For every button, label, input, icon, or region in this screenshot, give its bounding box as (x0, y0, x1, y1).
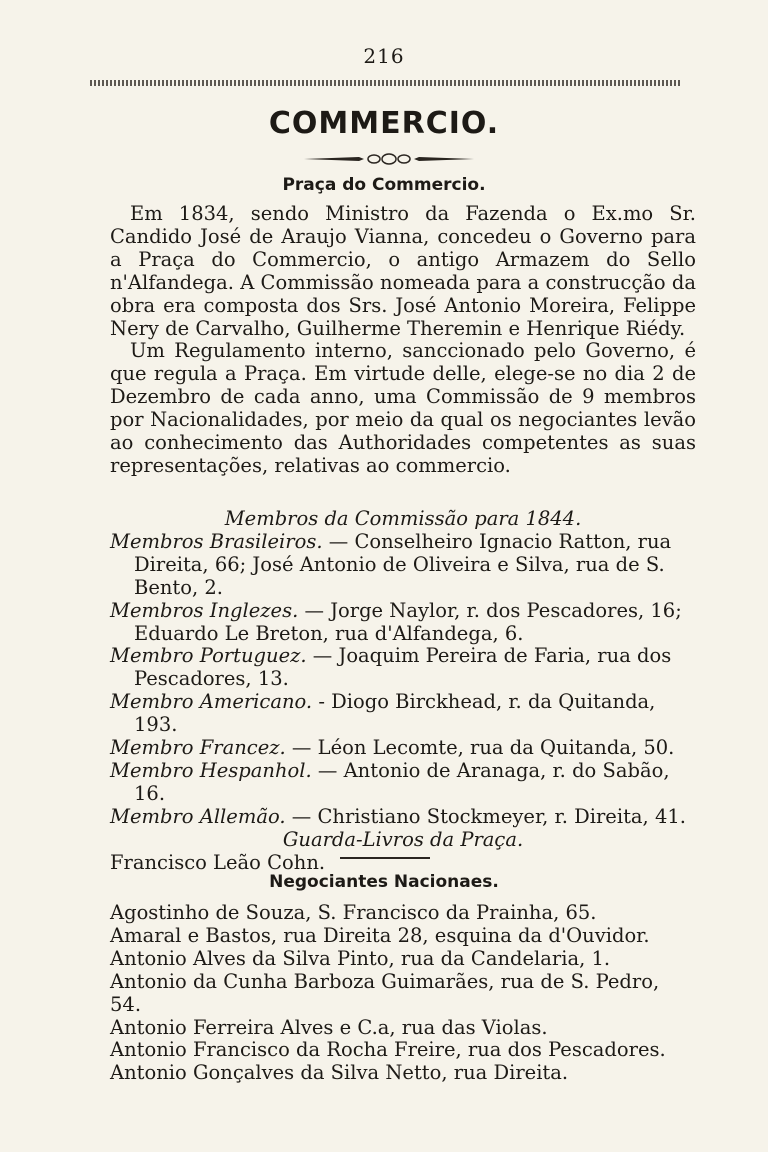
commission-member (110, 760, 696, 806)
paragraph-regulation: Um Regulamento interno, sanccionado pelo Governo, é que regula a Praça. Em virtude delle, elege-se no dia 2 de Dezembro de cada anno, uma Commissão de 9 membros por Nacionalidades, por meio da qual os negociantes levão ao conhecimento das Authoridades competentes as suas representações, relativas ao commercio. (110, 339, 696, 477)
member-details: — Jorge Naylor, r. dos Pescadores, 16; Eduardo Le Breton, rua d'Alfandega, 6. (134, 598, 682, 645)
section-heading-negociantes: Negociantes Nacionaes. (269, 872, 499, 892)
merchant-entry: Amaral e Bastos, rua Direita 28, esquina da d'Ouvidor. (110, 923, 650, 947)
member-role: Membros Brasileiros. (110, 529, 323, 553)
commission-member (110, 600, 696, 646)
merchant-entry: Antonio Gonçalves da Silva Netto, rua Direita. (110, 1061, 569, 1085)
commission-member (110, 645, 696, 691)
merchant-list (110, 902, 696, 1085)
member-details: — Christiano Stockmeyer, r. Direita, 41. (291, 804, 686, 828)
page-title: COMMERCIO. (268, 106, 500, 141)
member-details: — Conselheiro Ignacio Ratton, rua Direita, 66; José Antonio de Oliveira e Silva, rua de S. Bento, 2. (134, 529, 672, 599)
member-details: - Diogo Birckhead, r. da Quitanda, 193. (134, 690, 656, 737)
member-role: Membros Inglezes. (110, 598, 299, 622)
commission-member (110, 737, 696, 760)
member-details: — Joaquim Pereira de Faria, rua dos Pescadores, 13. (134, 644, 672, 691)
commission-heading: Membros da Commissão para 1844. (224, 507, 582, 530)
paragraph-history: Em 1834, sendo Ministro da Fazenda o Ex.mo Sr. Candido José de Araujo Vianna, concedeu o Governo para a Praça do Commercio, o antigo Armazem do Sello n'Alfandega. A Commissão nomeada para a construcção da obra era composta dos Srs. José Antonio Moreira, Felippe Nery de Carvalho, Guilherme Theremin e Henrique Riédy. (110, 202, 696, 340)
member-role: Membro Americano. (110, 690, 313, 714)
praca-text (110, 203, 696, 478)
commission-member (110, 691, 696, 737)
merchant-entry: Antonio Alves da Silva Pinto, rua da Candelaria, 1. (110, 946, 611, 970)
top-rule (90, 80, 682, 86)
merchant-entry: Antonio Ferreira Alves e C.a, rua das Violas. (110, 1015, 548, 1039)
member-role: Membro Francez. (110, 736, 286, 760)
merchant-entry: Antonio da Cunha Barboza Guimarães, rua de S. Pedro, 54. (110, 969, 660, 1016)
member-role: Membro Portuguez. (110, 644, 307, 668)
section-heading-praca: Praça do Commercio. (282, 175, 486, 195)
merchant-entry: Agostinho de Souza, S. Francisco da Prainha, 65. (110, 901, 597, 924)
commission-block (110, 508, 696, 875)
page-number: 216 (363, 44, 405, 68)
member-details: — Antonio de Aranaga, r. do Sabão, 16. (134, 758, 670, 805)
ornament-divider (304, 152, 474, 166)
bookkeeper-heading: Guarda-Livros da Praça. (282, 827, 524, 851)
member-details: — Léon Lecomte, rua da Quitanda, 50. (291, 736, 675, 760)
member-role: Membro Hespanhol. (110, 758, 312, 782)
merchant-entry: Antonio Francisco da Rocha Freire, rua dos Pescadores. (110, 1038, 666, 1062)
commission-member (110, 531, 696, 600)
commission-member (110, 806, 696, 829)
bookkeeper-name: Francisco Leão Cohn. (110, 850, 326, 874)
section-separator (340, 857, 430, 859)
member-role: Membro Allemão. (110, 804, 286, 828)
